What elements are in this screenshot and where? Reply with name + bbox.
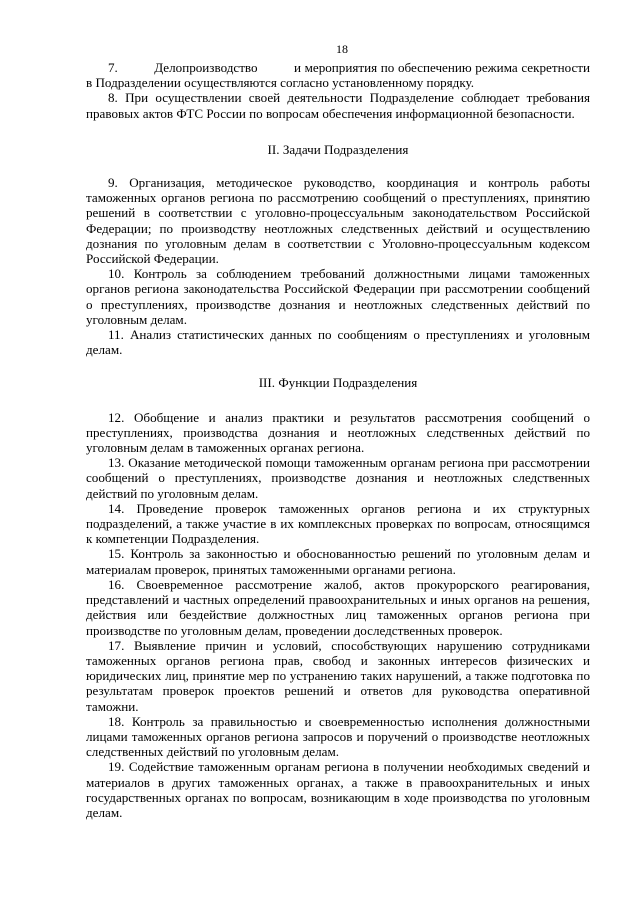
paragraph-10: 10. Контроль за соблюдением требований должностными лицами таможенных органов региона законодательства Российской Федерации при рассмотрении сообщений о преступлениях, производстве дознания и неотложных следственных действий по уголовным делам. bbox=[86, 266, 590, 327]
paragraph-13: 13. Оказание методической помощи таможенным органам региона при рассмотрении сообщений о преступлениях, производстве дознания и неотложных следственных действий по уголовным делам. bbox=[86, 455, 590, 501]
paragraph-14: 14. Проведение проверок таможенных органов региона и их структурных подразделений, а также участие в их комплексных проверках по вопросам, относящимся к компетенции Подразделения. bbox=[86, 500, 590, 547]
paragraph-12: 12. Обобщение и анализ практики и результатов рассмотрения сообщений о преступлениях, производства дознания и неотложных следственных действий по уголовным делам в таможенных органах региона. bbox=[86, 409, 590, 456]
paragraph-18: 18. Контроль за правильностью и своевременностью исполнения должностными лицами таможенных органов региона запросов и поручений о производстве неотложных следственных действий по уголовным делам. bbox=[86, 713, 590, 760]
paragraph-11: 11. Анализ статистических данных по сообщениям о преступлениях и уголовным делам. bbox=[86, 327, 590, 358]
paragraph-19: 19. Содействие таможенным органам региона в получении необходимых сведений и материалов в других таможенных органах, а также в правоохранительных и иных государственных органах по вопросам, возникающим в ходе производства по уголовным делам. bbox=[86, 759, 590, 820]
paragraph-7: 7. Делопроизводство и мероприятия по обеспечению режима секретности в Подразделении осуществляются согласно установленному порядку. bbox=[86, 60, 590, 91]
paragraph-9: 9. Организация, методическое руководство, координация и контроль работы таможенных органов региона по рассмотрению сообщений о преступлениях, принятию решений в соответствии с уголовно-процессуальным законодательством Российской Федерации; по производству неотложных следственных действий и осуществлению дознания по уголовным делам в соответствии с Уголовно-процессуальным кодексом Российской Федерации. bbox=[86, 175, 590, 267]
paragraph-8: 8. При осуществлении своей деятельности Подразделение соблюдает требования правовых актов ФТС России по вопросам обеспечения информационной безопасности. bbox=[86, 90, 590, 121]
paragraph-16: 16. Своевременное рассмотрение жалоб, актов прокурорского реагирования, представлений и частных определений правоохранительных и иных органов на решения, действия или бездействие должностных лиц таможенных органов региона при производстве по уголовным делам, проведении доследственных проверок. bbox=[86, 576, 590, 638]
paragraph-15: 15. Контроль за законностью и обоснованностью решений по уголовным делам и материалам проверок, принятых таможенными органами региона. bbox=[86, 546, 590, 577]
page-number: 18 bbox=[336, 42, 348, 56]
section-heading-tasks: II. Задачи Подразделения bbox=[267, 141, 409, 157]
paragraph-17: 17. Выявление причин и условий, способствующих нарушению сотрудниками таможенных органов региона прав, свобод и законных интересов физических и юридических лиц, принятие мер по устранению таких нарушений, а также подготовка по результатам проверок проектов решений и ответов для руководства оперативной таможни. bbox=[86, 637, 590, 714]
section-heading-functions: III. Функции Подразделения bbox=[258, 375, 418, 391]
